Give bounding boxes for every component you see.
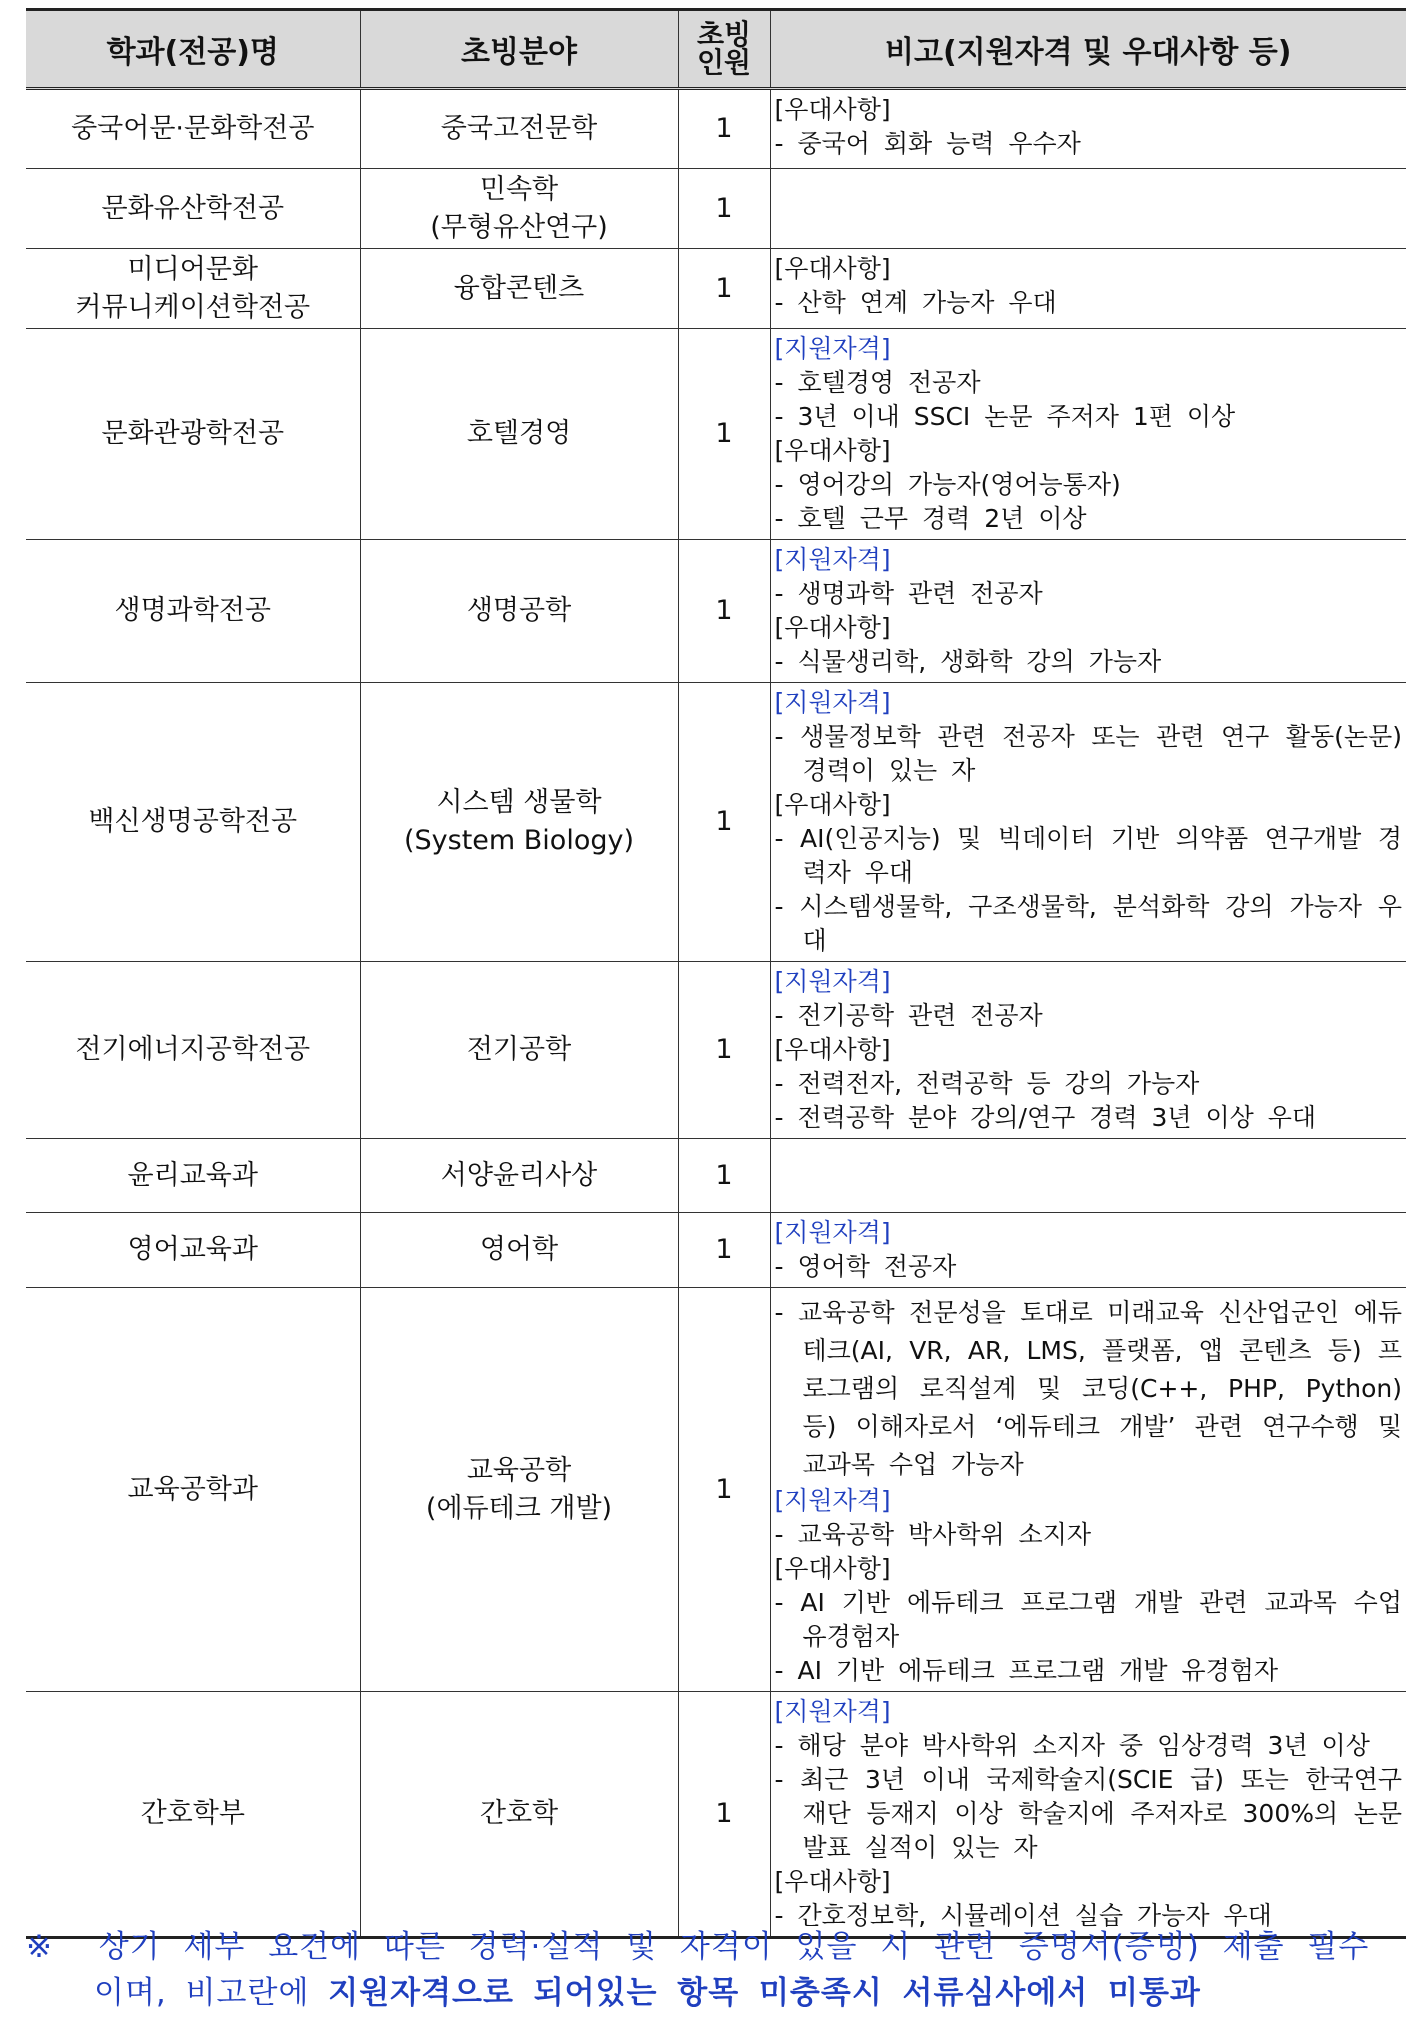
field-cell <box>360 329 678 540</box>
recruitment-table-container <box>26 8 1406 1939</box>
table-row <box>26 1139 1406 1213</box>
remark-heading: [지원자격] <box>774 545 891 574</box>
department-name: 커뮤니케이션학전공 <box>75 291 311 323</box>
field-cell <box>360 89 678 169</box>
table-row <box>26 89 1406 169</box>
department-cell <box>26 1692 360 1938</box>
footnote <box>26 1924 1406 2016</box>
remark-heading: [지원자격] <box>774 688 891 717</box>
remark-heading: [지원자격] <box>774 967 891 996</box>
field-cell <box>360 683 678 962</box>
table-row <box>26 329 1406 540</box>
header-field: 초빙분야 <box>360 10 678 89</box>
field-name: 시스템 생물학 <box>436 787 602 818</box>
header-count-part: 인원 <box>696 46 752 79</box>
department-cell <box>26 962 360 1139</box>
field-cell <box>360 1692 678 1938</box>
table-row <box>26 1692 1406 1938</box>
field-cell <box>360 1288 678 1692</box>
remark-item: - 호텔경영 전공자 <box>774 368 981 397</box>
remark-item: - 식물생리학, 생화학 강의 가능자 <box>774 647 1162 676</box>
table-row <box>26 962 1406 1139</box>
field-name: 생명공학 <box>466 595 572 626</box>
header-department: 학과(전공)명 <box>26 10 360 89</box>
field-name: (무형유산연구) <box>430 211 608 243</box>
field-cell <box>360 249 678 329</box>
department-name: 윤리교육과 <box>127 1159 258 1191</box>
remark-item: - 중국어 회화 능력 우수자 <box>774 129 1081 158</box>
remark-heading: [우대사항] <box>774 1867 891 1896</box>
remark-item: - 영어강의 가능자(영어능통자) <box>774 470 1121 499</box>
department-name: 문화유산학전공 <box>101 192 285 224</box>
department-cell <box>26 89 360 169</box>
remarks-cell <box>770 962 1406 1139</box>
department-name: 중국어문·문화학전공 <box>71 113 315 144</box>
department-name: 간호학부 <box>140 1798 245 1829</box>
department-cell <box>26 169 360 249</box>
remark-heading: [우대사항] <box>774 436 891 465</box>
remark-item: - 최근 3년 이내 국제학술지(SCIE 급) 또는 한국연구재단 등재지 이상 학술지에 주저자로 300%의 논문 발표 실적이 있는 자 <box>774 1765 1402 1862</box>
field-name: (System Biology) <box>403 825 634 856</box>
remark-item: - 영어학 전공자 <box>774 1252 957 1281</box>
remark-item: - 해당 분야 박사학위 소지자 중 임상경력 3년 이상 <box>774 1731 1370 1760</box>
department-name: 미디어문화 <box>127 253 258 285</box>
header-remarks: 비고(지원자격 및 우대사항 등) <box>770 10 1406 89</box>
count-cell: 1 <box>678 1288 770 1692</box>
field-name: (에듀테크 개발) <box>425 1492 613 1524</box>
count-cell: 1 <box>678 962 770 1139</box>
remarks-cell <box>770 1692 1406 1938</box>
remark-item: - 교육공학 박사학위 소지자 <box>774 1520 1092 1549</box>
remark-item: - AI(인공지능) 및 빅데이터 기반 의약품 연구개발 경력자 우대 <box>774 824 1402 887</box>
table-row <box>26 1213 1406 1288</box>
header-count-part: 초빙 <box>696 18 752 51</box>
field-name: 융합콘텐츠 <box>453 272 585 304</box>
recruitment-table <box>26 8 1406 1939</box>
field-cell <box>360 169 678 249</box>
count-cell: 1 <box>678 329 770 540</box>
field-cell <box>360 1213 678 1288</box>
department-cell <box>26 329 360 540</box>
remarks-cell <box>770 329 1406 540</box>
remark-item: - 교육공학 전문성을 토대로 미래교육 신산업군인 에듀테크(AI, VR, AR, LMS, 플랫폼, 앱 콘텐츠 등) 프로그램의 로직설계 및 코딩(C++, PHP, Python) 등) 이해자로서 ‘에듀테크 개발’ 관련 연구수행 및 교과목 수업 가능자 <box>774 1298 1402 1479</box>
remark-heading: [지원자격] <box>774 1486 891 1515</box>
remark-item: - 시스템생물학, 구조생물학, 분석화학 강의 가능자 우대 <box>774 892 1402 955</box>
field-name: 중국고전문학 <box>440 113 598 144</box>
remark-heading: [지원자격] <box>774 1218 891 1247</box>
field-name: 서양윤리사상 <box>440 1159 598 1191</box>
field-name: 영어학 <box>479 1234 559 1265</box>
remark-heading: [우대사항] <box>774 254 891 283</box>
department-name: 문화관광학전공 <box>101 418 285 449</box>
remarks-cell <box>770 683 1406 962</box>
footnote-line-2 <box>26 1970 1406 2016</box>
table-row <box>26 1288 1406 1692</box>
remark-heading: [우대사항] <box>774 790 891 819</box>
department-name: 영어교육과 <box>127 1234 258 1265</box>
remark-heading: [우대사항] <box>774 1554 891 1583</box>
field-name: 전기공학 <box>466 1034 572 1065</box>
remark-heading: [우대사항] <box>774 1035 891 1064</box>
count-cell: 1 <box>678 1139 770 1213</box>
remark-item: - AI 기반 에듀테크 프로그램 개발 유경험자 <box>774 1656 1279 1685</box>
field-name: 교육공학 <box>466 1454 572 1486</box>
remark-item: - 생명과학 관련 전공자 <box>774 579 1043 608</box>
remark-item: - AI 기반 에듀테크 프로그램 개발 관련 교과목 수업 유경험자 <box>774 1588 1402 1651</box>
field-cell <box>360 1139 678 1213</box>
remark-item: - 전력전자, 전력공학 등 강의 가능자 <box>774 1069 1200 1098</box>
remark-heading: [지원자격] <box>774 1697 891 1726</box>
footnote-text-2: 이며, 비고란에 <box>94 1975 329 2011</box>
department-cell <box>26 683 360 962</box>
department-name: 교육공학과 <box>127 1473 258 1505</box>
remark-item: - 생물정보학 관련 전공자 또는 관련 연구 활동(논문) 경력이 있는 자 <box>774 722 1402 785</box>
remarks-cell <box>770 1139 1406 1213</box>
remark-heading: [우대사항] <box>774 613 891 642</box>
header-count <box>678 10 770 89</box>
department-name: 전기에너지공학전공 <box>75 1034 311 1065</box>
remarks-cell <box>770 249 1406 329</box>
count-cell: 1 <box>678 540 770 683</box>
department-cell <box>26 1213 360 1288</box>
count-cell: 1 <box>678 249 770 329</box>
remarks-cell <box>770 1288 1406 1692</box>
footnote-text-1: 상기 세부 요건에 따른 경력·실적 및 자격이 있을 시 관련 증명서(증빙) 제출 필수 <box>98 1929 1370 1965</box>
count-cell: 1 <box>678 89 770 169</box>
footnote-line-1 <box>26 1924 1406 1970</box>
table-row <box>26 169 1406 249</box>
field-cell <box>360 540 678 683</box>
table-header-row <box>26 10 1406 89</box>
field-name: 호텔경영 <box>466 418 572 449</box>
remark-item: - 산학 연계 가능자 우대 <box>774 288 1057 317</box>
department-name: 백신생명공학전공 <box>88 806 298 837</box>
remarks-cell <box>770 1213 1406 1288</box>
field-name: 민속학 <box>479 173 559 205</box>
remark-item: - 전기공학 관련 전공자 <box>774 1001 1043 1030</box>
count-cell: 1 <box>678 683 770 962</box>
table-row <box>26 540 1406 683</box>
count-cell: 1 <box>678 1692 770 1938</box>
department-cell <box>26 540 360 683</box>
remark-heading: [지원자격] <box>774 334 891 363</box>
remark-item: - 호텔 근무 경력 2년 이상 <box>774 504 1087 533</box>
footnote-symbol: ※ <box>26 1929 53 1965</box>
remarks-cell <box>770 540 1406 683</box>
remark-item: - 간호정보학, 시뮬레이션 실습 가능자 우대 <box>774 1901 1272 1930</box>
department-cell <box>26 249 360 329</box>
department-cell <box>26 1139 360 1213</box>
table-row <box>26 683 1406 962</box>
remark-heading: [우대사항] <box>774 95 891 124</box>
count-cell: 1 <box>678 169 770 249</box>
table-row <box>26 249 1406 329</box>
footnote-emphasis: 지원자격으로 되어있는 항목 미충족시 서류심사에서 미통과 <box>328 1975 1201 2011</box>
department-cell <box>26 1288 360 1692</box>
field-name: 간호학 <box>479 1798 559 1829</box>
remarks-cell <box>770 89 1406 169</box>
table-body <box>26 89 1406 1938</box>
count-cell: 1 <box>678 1213 770 1288</box>
remark-item: - 3년 이내 SSCI 논문 주저자 1편 이상 <box>774 402 1236 431</box>
remarks-cell <box>770 169 1406 249</box>
remark-item: - 전력공학 분야 강의/연구 경력 3년 이상 우대 <box>774 1103 1317 1132</box>
field-cell <box>360 962 678 1139</box>
department-name: 생명과학전공 <box>114 595 271 626</box>
